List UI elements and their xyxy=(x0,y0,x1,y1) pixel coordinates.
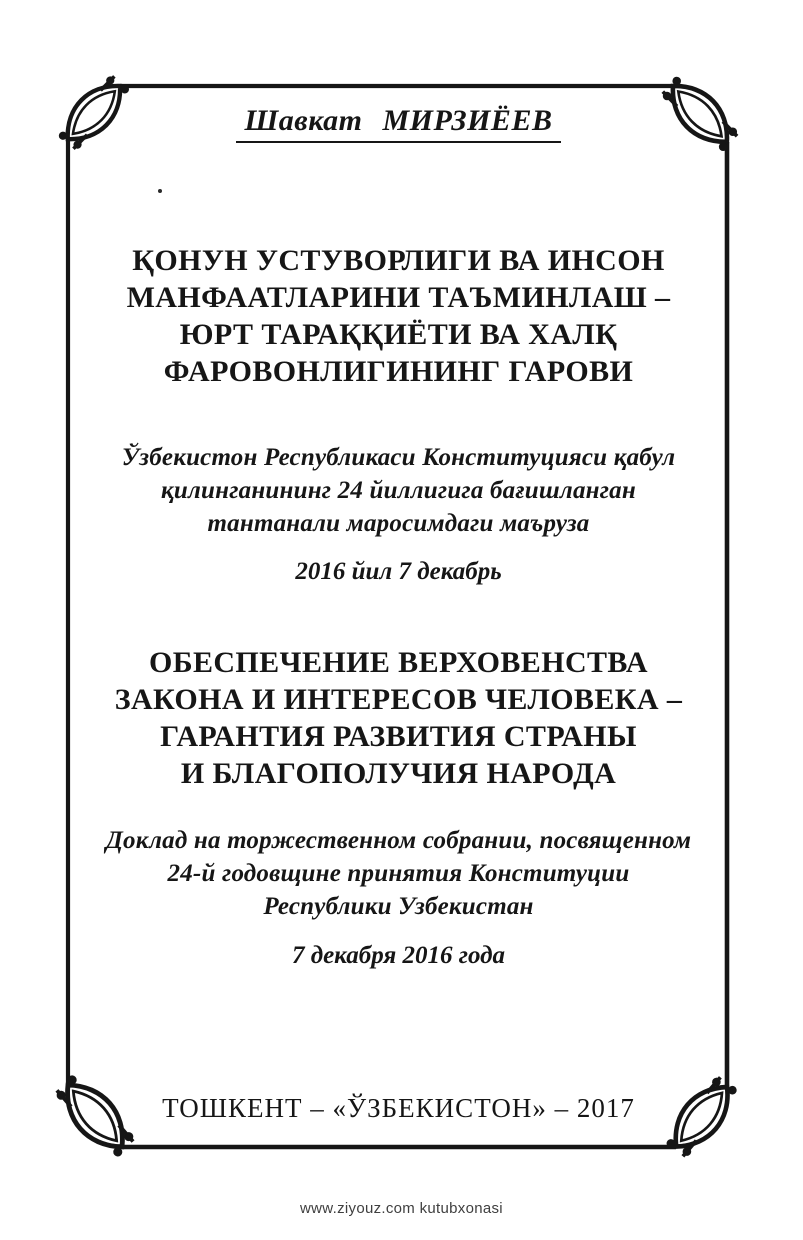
event-date-uzbek: 2016 йил 7 декабрь xyxy=(295,558,502,585)
imprint-line: ТОШКЕНТ – «ЎЗБЕКИСТОН» – 2017 xyxy=(162,1093,635,1123)
subtitle-uzbek-line-3: тантанали маросимдаги маъруза xyxy=(207,510,590,537)
title-russian-line-1: ОБЕСПЕЧЕНИЕ ВЕРХОВЕНСТВА xyxy=(148,646,649,679)
title-russian xyxy=(0,644,797,792)
subtitle-uzbek-line-1: Ўзбекистон Республикаси Конституцияси қабул xyxy=(121,444,676,471)
author-name xyxy=(0,103,797,143)
title-uzbek-line-1: ҚОНУН УСТУВОРЛИГИ ВА ИНСОН xyxy=(132,244,665,277)
subtitle-uzbek xyxy=(0,441,797,540)
subtitle-uzbek-line-2: қилинганининг 24 йиллигига бағишланган xyxy=(161,477,636,504)
title-russian-line-3: ГАРАНТИЯ РАЗВИТИЯ СТРАНЫ xyxy=(160,720,637,753)
subtitle-russian-line-3: Республики Узбекистан xyxy=(263,893,534,920)
subtitle-russian-line-1: Доклад на торжественном собрании, посвященном xyxy=(105,827,692,854)
title-russian-line-4: И БЛАГОПОЛУЧИЯ НАРОДА xyxy=(180,757,617,790)
title-uzbek-line-2: МАНФААТЛАРИНИ ТАЪМИНЛАШ – xyxy=(126,281,671,314)
author-name-text: Шавкат МИРЗИЁЕВ xyxy=(236,103,562,143)
title-uzbek xyxy=(0,242,797,390)
title-uzbek-line-4: ФАРОВОНЛИГИНИНГ ГАРОВИ xyxy=(163,355,634,388)
event-date-russian: 7 декабря 2016 года xyxy=(291,942,506,969)
site-watermark: www.ziyouz.com kutubxonasi xyxy=(300,1200,503,1217)
title-uzbek-line-3: ЮРТ ТАРАҚҚИЁТИ ВА ХАЛҚ xyxy=(179,318,618,351)
subtitle-russian-line-2: 24-й годовщине принятия Конституции xyxy=(167,860,630,887)
subtitle-russian xyxy=(0,824,797,923)
stray-ink-dot xyxy=(158,189,162,193)
title-russian-line-2: ЗАКОНА И ИНТЕРЕСОВ ЧЕЛОВЕКА – xyxy=(114,683,683,716)
